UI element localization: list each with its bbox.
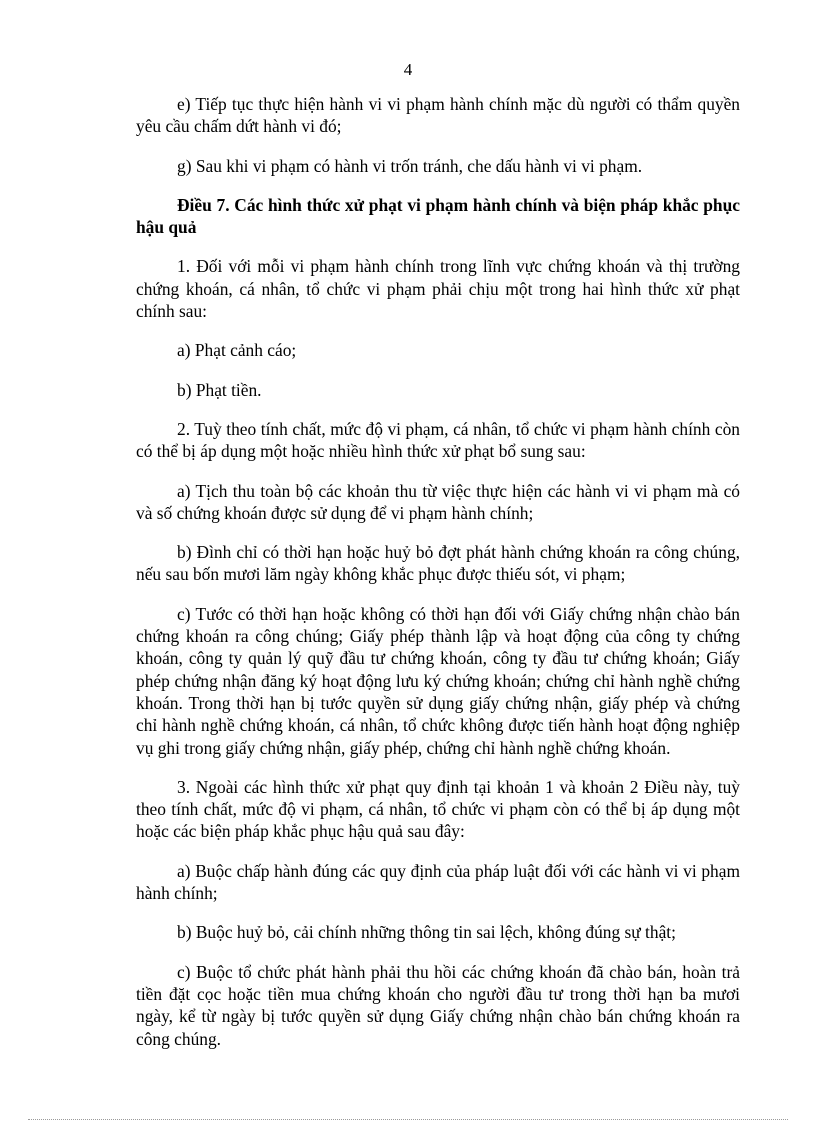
paragraph-section-1-b: b) Phạt tiền. — [177, 379, 262, 400]
paragraph-section-1-a: a) Phạt cảnh cáo; — [177, 340, 297, 361]
paragraph-clause-e: e) Tiếp tục thực hiện hành vi vi phạm hành chính mặc dù người có thẩm quyền yêu cầu chấm dứt hành vi đó; — [136, 94, 740, 137]
paragraph-clause-g: g) Sau khi vi phạm có hành vi trốn tránh, che dấu hành vi vi phạm. — [177, 155, 643, 176]
paragraph-section-3-c: c) Buộc tổ chức phát hành phải thu hồi các chứng khoán đã chào bán, hoàn trả tiền đặt cọc hoặc tiền mua chứng khoán cho người đầu tư trong thời hạn ba mươi ngày, kể từ ngày bị tước quyền sử dụng Giấy chứng nhận chào bán chứng khoán ra công chúng. — [136, 961, 740, 1049]
paragraph-section-3-a: a) Buộc chấp hành đúng các quy định của pháp luật đối với các hành vi vi phạm hành chính; — [136, 860, 740, 904]
paragraph-section-2-a: a) Tịch thu toàn bộ các khoản thu từ việc thực hiện các hành vi vi phạm mà có và số chứng khoán được sử dụng để vi phạm hành chính; — [136, 480, 740, 523]
page-bottom-divider — [28, 1119, 788, 1120]
page-number: 4 — [403, 60, 413, 79]
paragraph-section-3-b: b) Buộc huỷ bỏ, cải chính những thông tin sai lệch, không đúng sự thật; — [177, 922, 676, 943]
paragraph-section-2: 2. Tuỳ theo tính chất, mức độ vi phạm, cá nhân, tổ chức vi phạm hành chính còn có thể bị áp dụng một hoặc nhiều hình thức xử phạt bổ sung sau: — [136, 418, 740, 462]
paragraph-section-1: 1. Đối với mỗi vi phạm hành chính trong lĩnh vực chứng khoán và thị trường chứng khoán, cá nhân, tổ chức vi phạm phải chịu một trong hai hình thức xử phạt chính sau: — [136, 256, 740, 322]
paragraph-section-2-c: c) Tước có thời hạn hoặc không có thời hạn đối với Giấy chứng nhận chào bán chứng khoán ra công chúng; Giấy phép thành lập và hoạt động của công ty chứng khoán, công ty quản lý quỹ đầu tư chứng khoán, công ty đầu tư chứng khoán; Giấy phép chứng nhận đăng ký hoạt động lưu ký chứng khoán; chứng chỉ hành nghề chứng khoán. Trong thời hạn bị tước quyền sử dụng giấy chứng nhận, giấy phép và chứng chỉ hành nghề chứng khoán, cá nhân, tổ chức không được tiến hành hoạt động nghiệp vụ ghi trong giấy chứng nhận, giấy phép, chứng chỉ hành nghề chứng khoán. — [136, 603, 740, 758]
paragraph-section-2-b: b) Đình chỉ có thời hạn hoặc huỷ bỏ đợt phát hành chứng khoán ra công chúng, nếu sau bốn mươi lăm ngày không khắc phục được thiếu sót, vi phạm; — [136, 542, 740, 585]
paragraph-section-3: 3. Ngoài các hình thức xử phạt quy định tại khoản 1 và khoản 2 Điều này, tuỳ theo tính chất, mức độ vi phạm, cá nhân, tổ chức vi phạm còn có thể bị áp dụng một hoặc các biện pháp khắc phục hậu quả sau đây: — [136, 776, 740, 842]
document-body — [136, 93, 740, 1067]
article-7-heading: Điều 7. Các hình thức xử phạt vi phạm hành chính và biện pháp khắc phục hậu quả — [136, 194, 740, 238]
